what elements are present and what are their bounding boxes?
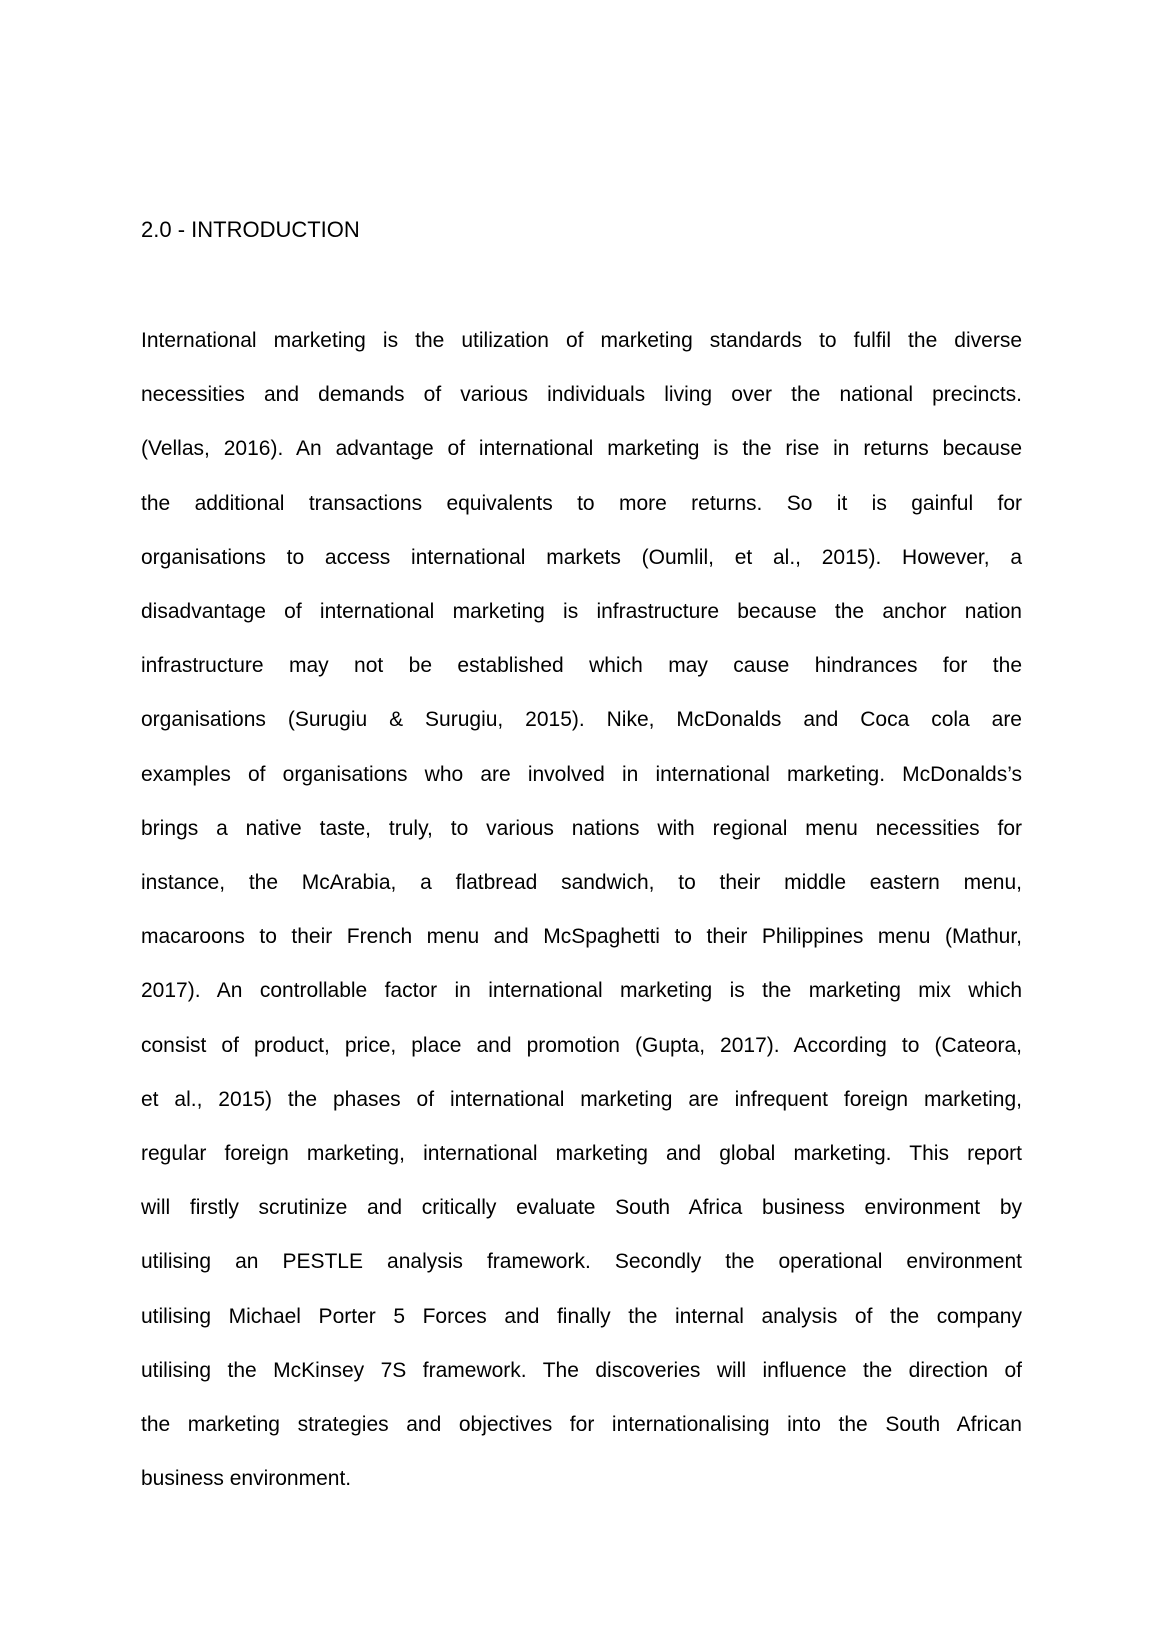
paragraph-line: necessities and demands of various individuals living over the national precincts. xyxy=(141,383,1022,407)
section-heading: 2.0 - INTRODUCTION xyxy=(141,217,360,242)
paragraph-line: disadvantage of international marketing is infrastructure because the anchor nation xyxy=(141,600,1022,624)
paragraph-line: the additional transactions equivalents to more returns. So it is gainful for xyxy=(141,491,1022,515)
paragraph-line: the marketing strategies and objectives for internationalising into the South African xyxy=(141,1413,1022,1437)
paragraph-line: organisations (Surugiu & Surugiu, 2015). Nike, McDonalds and Coca cola are xyxy=(141,708,1022,732)
paragraph-line: infrastructure may not be established which may cause hindrances for the xyxy=(141,654,1022,678)
paragraph-line: consist of product, price, place and promotion (Gupta, 2017). According to (Cateora, xyxy=(141,1033,1022,1057)
introduction-paragraph xyxy=(141,314,1022,1506)
paragraph-line: brings a native taste, truly, to various nations with regional menu necessities for xyxy=(141,816,1022,840)
paragraph-line: examples of organisations who are involved in international marketing. McDonalds’s xyxy=(141,762,1022,786)
paragraph-line: organisations to access international markets (Oumlil, et al., 2015). However, a xyxy=(141,545,1022,569)
paragraph-line: will firstly scrutinize and critically evaluate South Africa business environment by xyxy=(141,1196,1022,1220)
paragraph-line: et al., 2015) the phases of international marketing are infrequent foreign marketing, xyxy=(141,1087,1022,1111)
paragraph-line: utilising the McKinsey 7S framework. The discoveries will influence the direction of xyxy=(141,1358,1022,1382)
paragraph-line: (Vellas, 2016). An advantage of international marketing is the rise in returns because xyxy=(141,437,1022,461)
paragraph-line: International marketing is the utilization of marketing standards to fulfil the diverse xyxy=(141,329,1022,352)
paragraph-line: macaroons to their French menu and McSpaghetti to their Philippines menu (Mathur, xyxy=(141,925,1022,949)
paragraph-line: regular foreign marketing, international marketing and global marketing. This report xyxy=(141,1142,1022,1166)
paragraph-line: business environment. xyxy=(141,1467,352,1491)
paragraph-line: instance, the McArabia, a flatbread sandwich, to their middle eastern menu, xyxy=(141,871,1022,895)
paragraph-line: utilising an PESTLE analysis framework. Secondly the operational environment xyxy=(141,1250,1022,1274)
paragraph-line: 2017). An controllable factor in international marketing is the marketing mix which xyxy=(141,979,1022,1003)
paragraph-line: utilising Michael Porter 5 Forces and finally the internal analysis of the company xyxy=(141,1304,1022,1328)
